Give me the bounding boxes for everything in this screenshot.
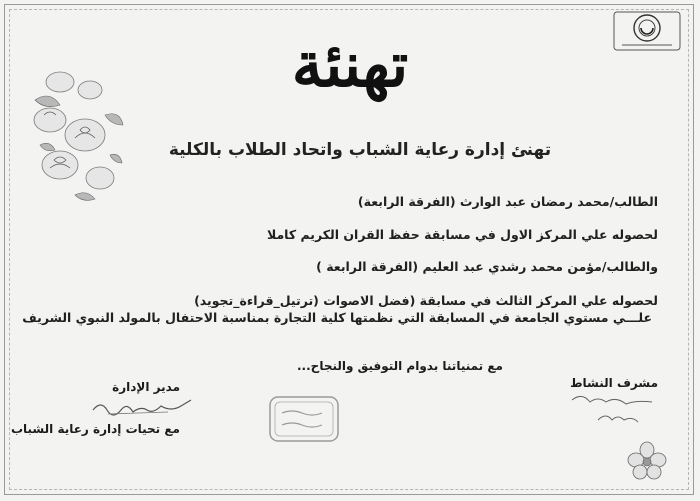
director-title: مدير الإدارة	[112, 380, 180, 394]
supervisor-signature-scrawl	[568, 390, 660, 430]
closing-line: مع تمنياتنا بدوام التوفيق والنجاح...	[297, 359, 503, 373]
body-line-4: لحصوله علي المركز الثالث في مسابقة (فضل الاصوات (ترتيل_قراءة_تجويد)	[194, 293, 658, 308]
rose-bouquet-icon	[30, 60, 130, 210]
body-line-3: والطالب/مؤمن محمد رشدي عبد العليم (الفرقة الرابعة )	[316, 259, 658, 274]
director-signature-scrawl	[88, 396, 198, 418]
greeting-line: مع تحيات إدارة رعاية الشباب	[10, 422, 180, 436]
certificate-subtitle: تهنئ إدارة رعاية الشباب واتحاد الطلاب بالكلية	[168, 140, 552, 160]
body-line-1: الطالب/محمد رمضان عبد الوارث (الفرقة الرابعة)	[357, 194, 658, 209]
supervisor-title: مشرف النشاط	[570, 376, 658, 390]
certificate-title: تهنئة	[291, 28, 409, 101]
body-line-5: علـــي مستوي الجامعة في المسابقة التي نظمتها كلية التجارة بمناسبة الاحتفال بالمولد النبوي الشريف	[22, 310, 652, 325]
supervisor-signature-block	[570, 376, 658, 390]
director-signature-block	[10, 380, 180, 436]
small-flower-icon	[624, 440, 670, 484]
official-stamp-icon	[268, 395, 340, 443]
university-emblem-icon	[612, 10, 682, 52]
body-line-2: لحصوله علي المركز الاول في مسابقة حفظ القران الكريم كاملا	[266, 227, 658, 242]
